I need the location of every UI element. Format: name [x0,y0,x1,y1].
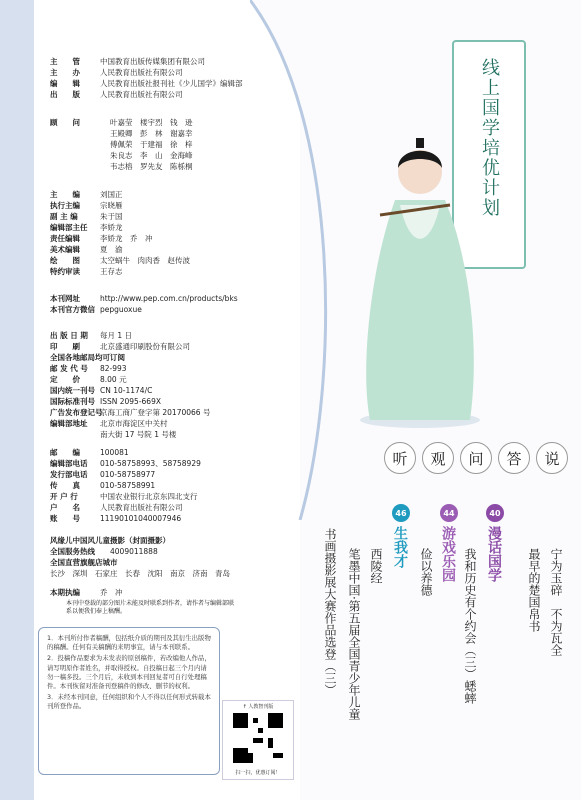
row-label: 户 名 [50,503,80,512]
masthead-row [50,419,168,428]
masthead-row [50,397,161,406]
masthead-row [50,470,155,479]
masthead-row [50,492,198,501]
stores-label: 全国直营旗舰店城市 [50,558,118,567]
action-speak[interactable]: 说 [536,442,568,474]
row-label: 美术编辑 [50,245,80,254]
row-label: 主 编 [50,190,80,199]
row-label: 编辑部地址 [50,419,88,428]
toc-column-manhua[interactable]: 漫话国学 [486,526,502,582]
row-value: 每月 1 日 [100,331,133,340]
advisor-line: 韦志榕 罗先友 陈栎桐 [110,162,193,171]
row-value: 010-58758993、58758929 [100,459,201,468]
masthead-row [50,430,176,439]
masthead-row [50,514,181,523]
row-label: 邮 发 代 号 [50,364,88,373]
masthead-row [50,305,142,314]
toc-title[interactable]: 俭以养德 [419,548,433,596]
hotline-row: 全国服务热线 4009011888 [50,547,158,556]
row-label: 编 辑 [50,79,80,88]
masthead-row [50,245,123,254]
action-watch[interactable]: 观 [422,442,454,474]
masthead-row [50,234,153,243]
row-value: 太空蜗牛 肉肉香 赵传波 [100,256,190,265]
row-label: 开 户 行 [50,492,78,501]
row-label: 定 价 [50,375,80,384]
row-value: 11190101040007946 [100,514,182,523]
row-value: 夏 渝 [100,245,123,254]
note-item: 2．投稿作品要求为未发表的原创稿件，若改编他人作品，请写明原作者姓名，并取得授权。自投稿日起三个月内请勿一稿多投。三个月后，未收到本刊回复者可自行处理稿件。本刊恢留对准备刊登稿件的修改、删节的权利。 [47,654,211,691]
row-label: 编辑部电话 [50,459,88,468]
row-value: 人民教育出版社有限公司 [100,68,183,77]
row-value: 王存志 [100,267,123,276]
row-value: 刘国正 [100,190,123,199]
row-value: 人民教育出版社有限公司 [100,90,183,99]
row-value: 北京盛通印刷股份有限公司 [100,342,190,351]
masthead-row [50,223,123,232]
row-value: CN 10-1174/C [100,386,153,395]
toc-column-shengwocai[interactable]: 生我才 [392,526,408,568]
row-label: 出 版 日 期 [50,331,88,340]
row-label: 特约审读 [50,267,80,276]
row-label: 广告发布登记号 [50,408,103,417]
row-label: 出 版 [50,90,80,99]
row-label: 本刊官方微信 [50,305,95,314]
banner-title: 线上国学培优计划 [479,58,500,218]
row-value: 010-58758977 [100,470,156,479]
row-value: 李娇龙 [100,223,123,232]
toc-title[interactable]: 宁为玉碎 不为瓦全 [549,548,563,656]
toc-title[interactable]: 最早的楚国帛书 [527,548,541,632]
note-item: 3．未经本刊同意，任何组织和个人不得以任何形式转载本刊所登作品。 [47,693,211,711]
advisor-line: 王殿卿 彭 林 谢嘉幸 [110,129,193,138]
row-label: 账 号 [50,514,80,523]
toc-page-44: 44 [440,504,458,522]
masthead-row [50,375,127,384]
action-row [384,442,568,474]
masthead-row [50,331,132,340]
action-ask[interactable]: 问 [460,442,492,474]
advisor-line: 叶嘉莹 楼宇烈 钱 逊 [110,118,193,127]
row-label: 邮 编 [50,448,80,457]
masthead-row [50,190,123,199]
qr-caption-bottom: 扫一扫，优惠订阅！ [235,770,281,776]
row-value: 李娇龙 乔 冲 [100,234,153,243]
masthead-row [50,342,190,351]
masthead-row [50,68,183,77]
row-value: 人民教育出版社有限公司 [100,503,183,512]
masthead-row [50,364,127,373]
row-value: 中国农业银行北京东四北支行 [100,492,198,501]
row-value: 中国教育出版传媒集团有限公司 [100,57,205,66]
masthead-row [50,408,210,417]
row-label: 执行主编 [50,201,80,210]
copyright-note: 本刊中登载的部分图片未能及时联系到作者，请作者与编辑部联系以便我们奉上稿酬。 [66,600,235,615]
masthead-row [50,353,125,362]
toc-title[interactable]: 书画摄影展大赛作品选登（三） [323,528,337,696]
toc-page-40: 40 [486,504,504,522]
masthead-row [50,294,238,303]
toc-title[interactable]: 西陵经 [369,548,383,584]
action-answer[interactable]: 答 [498,442,530,474]
row-label: 本刊网址 [50,294,80,303]
row-label: 顾 问 [50,118,80,127]
masthead-row [50,481,155,490]
row-label: 责任编辑 [50,234,80,243]
toc-page-46: 46 [392,504,410,522]
row-value: 人民教育出版社报刊社《少儿国学》编辑部 [100,79,243,88]
row-label: 编辑部主任 [50,223,88,232]
row-label: 印 刷 [50,342,80,351]
masthead-row [50,201,123,210]
row-label: 主 管 [50,57,80,66]
masthead-row [50,386,152,395]
row-label: 全国各地邮局均可订阅 [50,353,125,362]
notes-box [38,627,220,775]
masthead-row [50,90,183,99]
row-label: 发行部电话 [50,470,88,479]
row-label: 国际标准刊号 [50,397,95,406]
qr-caption-top: ↑ 人教智刊版 [242,704,274,710]
row-value: 010-58758991 [100,481,156,490]
qr-code-icon [233,713,283,763]
masthead-row [50,212,123,221]
toc-title[interactable]: 笔墨中国·第五届全国青少年儿童 [347,548,361,720]
row-value: 8.00 元 [100,375,127,384]
row-value: 100081 [100,448,129,457]
stores-list: 长沙 深圳 石家庄 长春 沈阳 南京 济南 青岛 [50,569,230,578]
row-value: http://www.pep.com.cn/products/bks [100,294,238,303]
row-value: 宗晓雁 [100,201,123,210]
editor-row: 本期执编 乔 冲 [50,588,123,597]
masthead-row [50,79,243,88]
row-label: 传 真 [50,481,80,490]
note-item: 1．本刊所付作者稿酬，包括纸介质的期刊及其衍生出版物的稿酬。任何有关稿酬的来明事宜，请与本刊联系。 [47,634,211,652]
row-value: pepguoxue [100,305,142,314]
row-label: 副 主 编 [50,212,78,221]
row-label: 主 办 [50,68,80,77]
advisors-label [50,118,100,127]
row-label: 国内统一刊号 [50,386,95,395]
action-listen[interactable]: 听 [384,442,416,474]
row-label: 绘 图 [50,256,80,265]
toc-title[interactable]: 我和历史有个约会（三）蟋蟀 [463,548,477,704]
masthead-row [50,459,201,468]
toc-column-youxi[interactable]: 游戏乐园 [440,526,456,582]
qr-code-card[interactable] [222,700,294,780]
row-label [50,430,100,439]
advisor-line: 朱良志 李 山 金海峰 [110,151,193,160]
advisor-line: 傅佩荣 于建福 徐 梓 [110,140,193,149]
masthead-row [50,57,205,66]
masthead-row [50,267,123,276]
cover-figure-illustration [340,110,500,430]
masthead-row [50,448,129,457]
row-value: 82-993 [100,364,127,373]
row-value: 南大街 17 号院 1 号楼 [100,430,177,439]
row-value: 朱于国 [100,212,123,221]
agency-title: 风缘儿中国风儿童摄影（封面摄影） [50,536,170,545]
row-value: 京海工商广登字第 20170066 号 [100,408,211,417]
masthead-row [50,503,183,512]
masthead-row [50,256,190,265]
row-value: 北京市海淀区中关村 [100,419,168,428]
row-value: ISSN 2095-669X [100,397,161,406]
